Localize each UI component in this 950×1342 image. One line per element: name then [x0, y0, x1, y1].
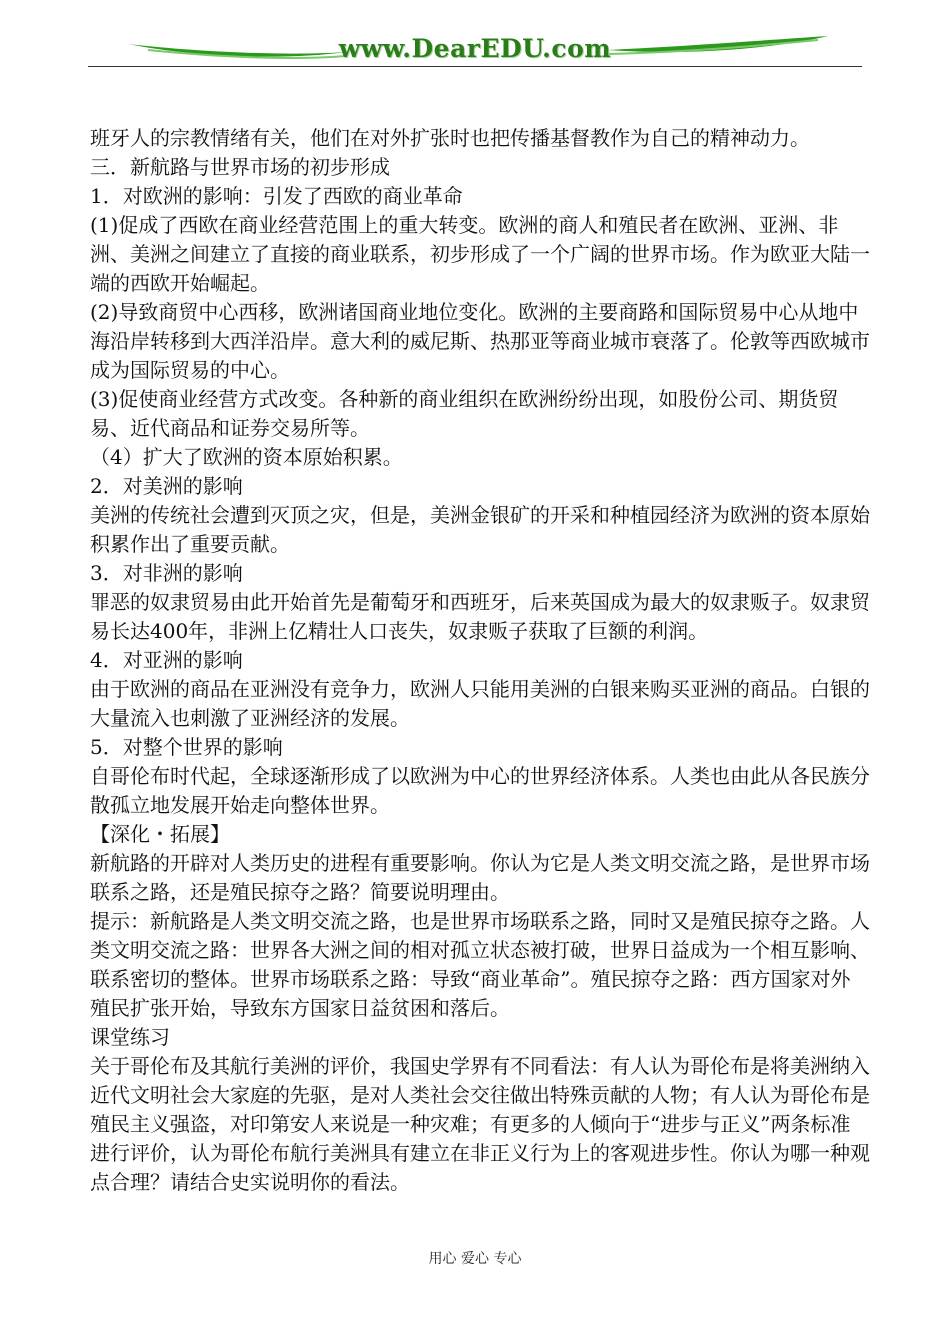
subsection-heading: 2．对美洲的影响 [90, 474, 243, 498]
site-name: www.DearEDU.com [338, 34, 612, 63]
subsection-heading: 5．对整个世界的影响 [90, 735, 283, 759]
subsection-heading: 3．对非洲的影响 [90, 561, 243, 585]
paragraph: (1)促成了西欧在商业经营范围上的重大转变。欧洲的商人和殖民者在欧洲、亚洲、非洲、美洲之间建立了直接的商业联系，初步形成了一个广阔的世界市场。作为欧亚大陆一端的西欧开始崛起。 [90, 213, 870, 295]
paragraph: 关于哥伦布及其航行美洲的评价，我国史学界有不同看法：有人认为哥伦布是将美洲纳入近代文明社会大家庭的先驱，是对人类社会交往做出特殊贡献的人物；有人认为哥伦布是殖民主义强盗，对印第安人来说是一种灾难；有更多的人倾向于“进步与正义”两条标准进行评价，认为哥伦布航行美洲具有建立在非正义行为上的客观进步性。你认为哪一种观点合理？请结合史实说明你的看法。 [90, 1054, 870, 1194]
paragraph: 提示：新航路是人类文明交流之路，也是世界市场联系之路，同时又是殖民掠夺之路。人类文明交流之路：世界各大洲之间的相对孤立状态被打破，世界日益成为一个相互影响、联系密切的整体。世界市场联系之路：导致“商业革命”。殖民掠夺之路：西方国家对外殖民扩张开始，导致东方国家日益贫困和落后。 [90, 909, 870, 1020]
section-heading: 课堂练习 [90, 1025, 170, 1049]
subsection-heading: 1．对欧洲的影响：引发了西欧的商业革命 [90, 184, 463, 208]
section-heading: 【深化・拓展】 [90, 822, 230, 846]
page-header [88, 30, 862, 78]
subsection-heading: 4．对亚洲的影响 [90, 648, 243, 672]
paragraph: (3)促使商业经营方式改变。各种新的商业组织在欧洲纷纷出现，如股份公司、期货贸易、近代商品和证券交易所等。 [90, 387, 839, 440]
paragraph: （4）扩大了欧洲的资本原始积累。 [90, 445, 403, 469]
paragraph: 新航路的开辟对人类历史的进程有重要影响。你认为它是人类文明交流之路，是世界市场联系之路，还是殖民掠夺之路？简要说明理由。 [90, 851, 870, 904]
paragraph: 由于欧洲的商品在亚洲没有竞争力，欧洲人只能用美洲的白银来购买亚洲的商品。白银的大量流入也刺激了亚洲经济的发展。 [90, 677, 870, 730]
page-footer: 用心 爱心 专心 [428, 1251, 522, 1267]
paragraph: 自哥伦布时代起，全球逐渐形成了以欧洲为中心的世界经济体系。人类也由此从各民族分散孤立地发展开始走向整体世界。 [90, 764, 870, 817]
header-divider [88, 66, 862, 67]
document-body [90, 124, 870, 1197]
paragraph: 罪恶的奴隶贸易由此开始首先是葡萄牙和西班牙，后来英国成为最大的奴隶贩子。奴隶贸易长达400年，非洲上亿精壮人口丧失，奴隶贩子获取了巨额的利润。 [90, 590, 870, 643]
paragraph: (2)导致商贸中心西移，欧洲诸国商业地位变化。欧洲的主要商路和国际贸易中心从地中海沿岸转移到大西洋沿岸。意大利的威尼斯、热那亚等商业城市衰落了。伦敦等西欧城市成为国际贸易的中心。 [90, 300, 870, 382]
paragraph: 美洲的传统社会遭到灭顶之灾，但是，美洲金银矿的开采和种植园经济为欧洲的资本原始积累作出了重要贡献。 [90, 503, 870, 556]
section-heading: 三．新航路与世界市场的初步形成 [90, 155, 390, 179]
paragraph: 班牙人的宗教情绪有关，他们在对外扩张时也把传播基督教作为自己的精神动力。 [90, 126, 810, 150]
